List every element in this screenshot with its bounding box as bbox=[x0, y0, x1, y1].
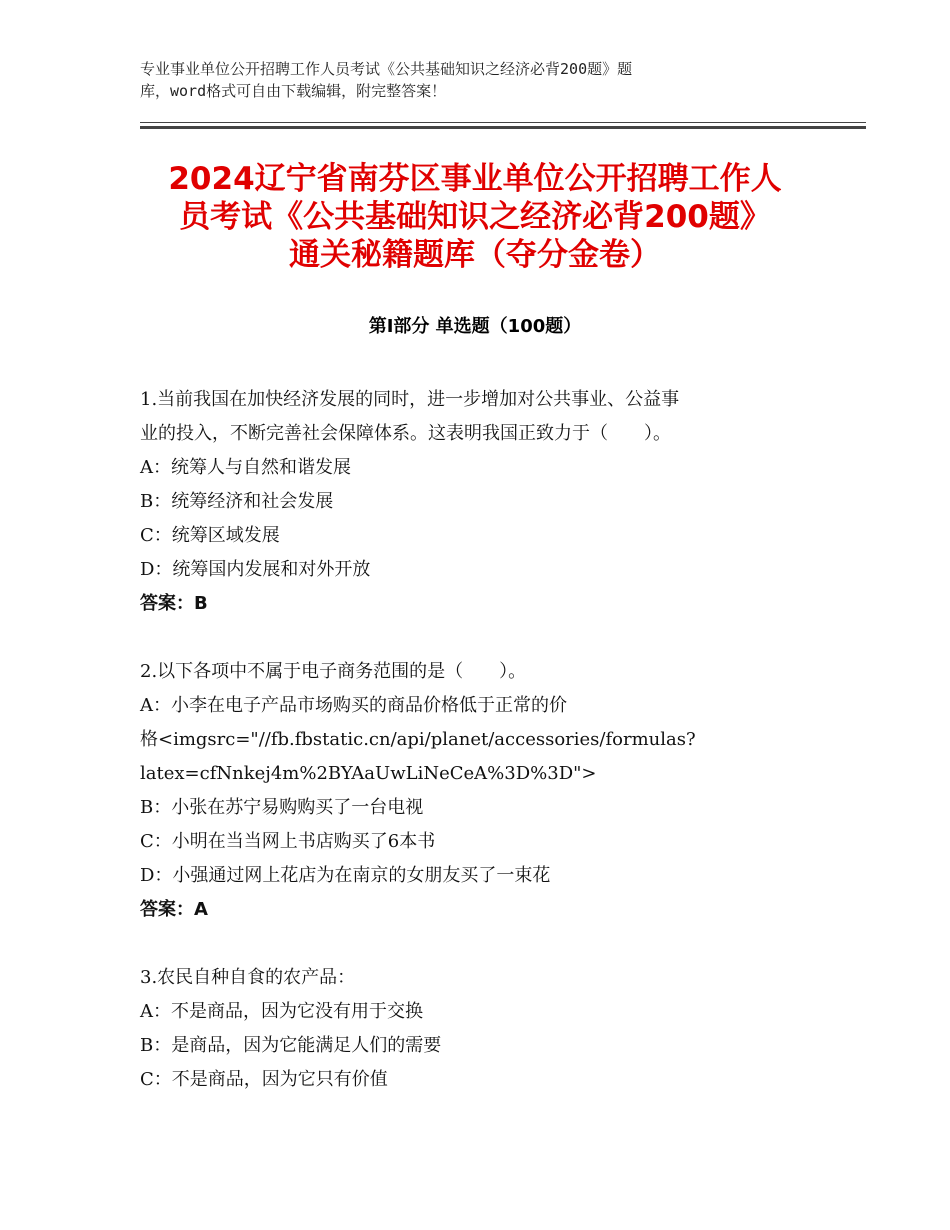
question-stem: 业的投入，不断完善社会保障体系。这表明我国正致力于（ ）。 bbox=[140, 423, 671, 444]
option-a-continued: latex=cfNnkej4m%2BYAaUwLiNeCeA%3D%3D"> bbox=[140, 763, 597, 784]
question-stem: 3.农民自种自食的农产品： bbox=[140, 967, 356, 988]
option-d: D：统筹国内发展和对外开放 bbox=[140, 559, 371, 580]
option-a-continued: 格<imgsrc="//fb.fbstatic.cn/api/planet/accessories/formulas? bbox=[140, 729, 696, 750]
header-note-line: 专业事业单位公开招聘工作人员考试《公共基础知识之经济必背200题》题 bbox=[140, 60, 633, 78]
section-title: 第Ⅰ部分 单选题（100题） bbox=[368, 316, 582, 337]
header-divider-thick bbox=[140, 126, 866, 129]
option-c: C：小明在当当网上书店购买了6本书 bbox=[140, 831, 436, 852]
question-list bbox=[140, 383, 810, 1097]
header-divider-thin bbox=[140, 122, 866, 123]
option-a: A：统筹人与自然和谐发展 bbox=[140, 457, 351, 478]
header-note-line: 库，word格式可自由下载编辑，附完整答案！ bbox=[140, 82, 447, 100]
answer-line: 答案：A bbox=[140, 899, 208, 920]
option-c: C：统筹区域发展 bbox=[140, 525, 280, 546]
header-note bbox=[140, 58, 780, 102]
option-d: D：小强通过网上花店为在南京的女朋友买了一束花 bbox=[140, 865, 551, 886]
document-title bbox=[120, 160, 830, 274]
option-b: B：是商品，因为它能满足人们的需要 bbox=[140, 1035, 442, 1056]
option-b: B：小张在苏宁易购购买了一台电视 bbox=[140, 797, 424, 818]
title-line: 通关秘籍题库（夺分金卷） bbox=[289, 237, 661, 273]
option-a: A：不是商品，因为它没有用于交换 bbox=[140, 1001, 423, 1022]
question-spacer bbox=[140, 927, 810, 961]
question-stem: 2.以下各项中不属于电子商务范围的是（ ）。 bbox=[140, 661, 527, 682]
answer-line: 答案：B bbox=[140, 593, 208, 614]
question-stem: 1.当前我国在加快经济发展的同时，进一步增加对公共事业、公益事 bbox=[140, 389, 680, 410]
title-line: 员考试《公共基础知识之经济必背200题》 bbox=[179, 199, 771, 235]
option-b: B：统筹经济和社会发展 bbox=[140, 491, 334, 512]
option-a: A：小李在电子产品市场购买的商品价格低于正常的价 bbox=[140, 695, 567, 716]
option-c: C：不是商品，因为它只有价值 bbox=[140, 1069, 388, 1090]
question-spacer bbox=[140, 621, 810, 655]
title-line: 2024辽宁省南芬区事业单位公开招聘工作人 bbox=[168, 161, 782, 197]
